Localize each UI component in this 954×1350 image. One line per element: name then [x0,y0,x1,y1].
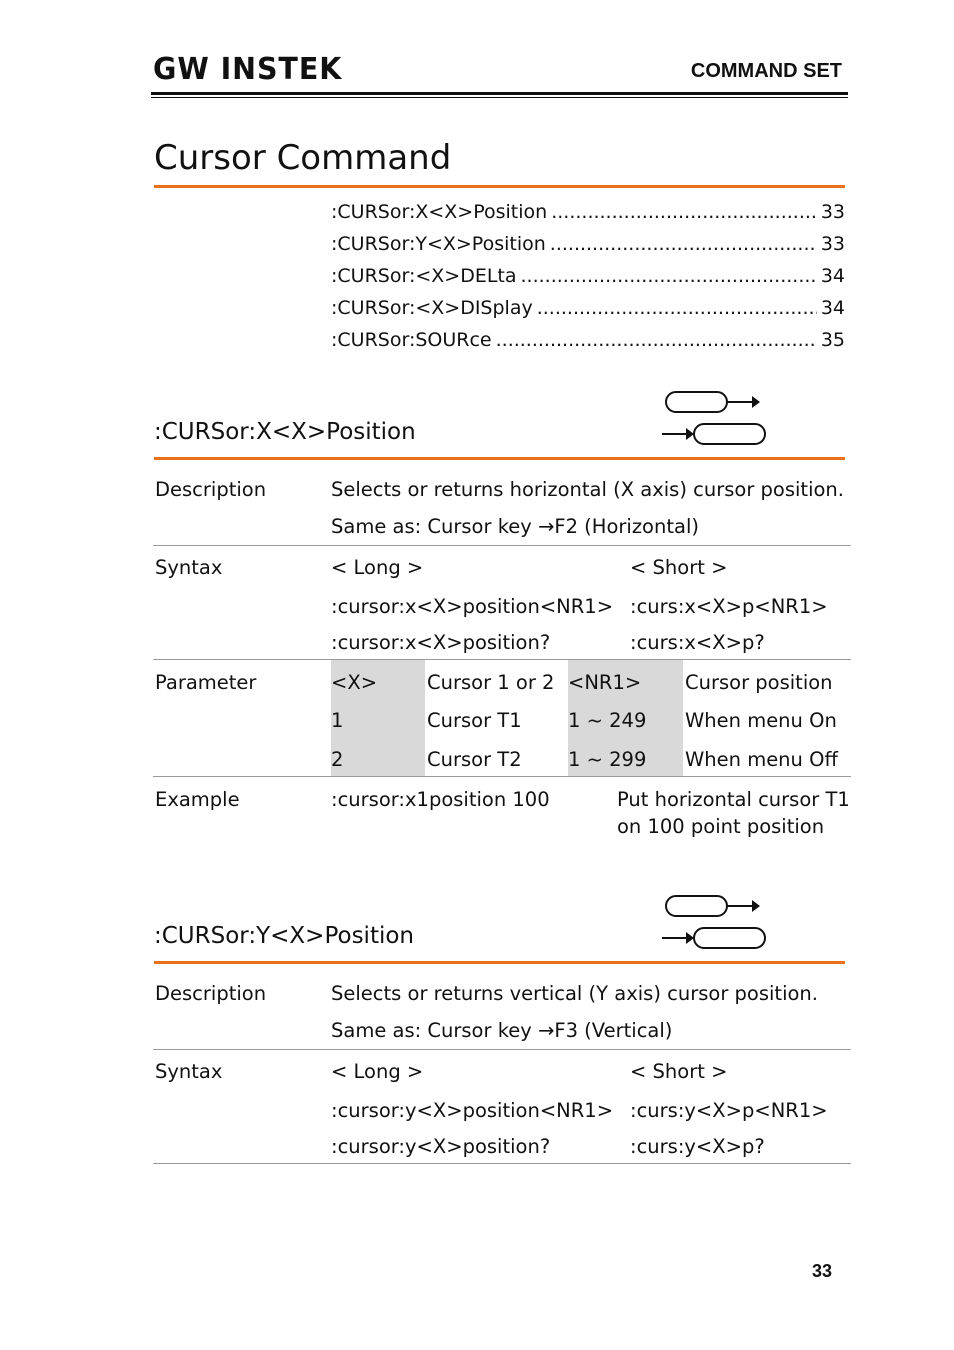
section-title-y-position: :CURSor:Y<X>Position [154,923,414,949]
toc-entry-label: :CURSor:SOURce [331,329,492,351]
syntax-long-query: :cursor:y<X>position? [331,1135,551,1158]
toc-entry[interactable] [331,297,845,329]
param-cell: <NR1> [568,671,642,694]
section-rule [154,457,845,460]
row-divider [153,1163,851,1164]
param-cell: When menu Off [685,748,838,771]
syntax-short-set: :curs:y<X>p<NR1> [630,1099,828,1122]
row-divider [153,545,851,546]
syntax-short-query: :curs:x<X>p? [630,631,765,654]
syntax-label: Syntax [155,1060,223,1083]
example-description: Put horizontal cursor T1 [617,788,850,811]
param-cell: 1 ~ 249 [568,709,647,732]
parameter-label: Parameter [155,671,257,694]
param-cell: <X> [331,671,378,694]
description-text: Selects or returns vertical (Y axis) cursor position. [331,982,818,1005]
row-divider [153,659,851,660]
toc-leader [550,233,817,255]
set-query-icon [660,388,770,450]
description-same-as: Same as: Cursor key →F2 (Horizontal) [331,515,699,538]
toc-leader [521,265,817,287]
toc-entry[interactable] [331,201,845,233]
syntax-long-header: < Long > [331,556,424,579]
syntax-long-query: :cursor:x<X>position? [331,631,551,654]
page-number: 33 [812,1261,833,1281]
syntax-long-header: < Long > [331,1060,424,1083]
row-divider [153,776,851,777]
set-query-icon [660,892,770,954]
example-label: Example [155,788,240,811]
toc-entry-label: :CURSor:X<X>Position [331,201,548,223]
toc-entry-page: 34 [820,297,845,319]
param-cell: Cursor T1 [427,709,522,732]
gw-instek-logo: GW INSTEK [153,52,343,87]
toc-entry[interactable] [331,265,845,297]
syntax-long-set: :cursor:y<X>position<NR1> [331,1099,614,1122]
param-cell: Cursor position [685,671,833,694]
syntax-short-set: :curs:x<X>p<NR1> [630,595,828,618]
section-title-x-position: :CURSor:X<X>Position [154,419,416,445]
syntax-short-header: < Short > [630,556,728,579]
toc-entry-page: 33 [820,201,845,223]
toc-entry-page: 33 [820,233,845,255]
section-label: COMMAND SET [690,60,842,82]
toc-entry[interactable] [331,233,845,265]
header-rule-thin [151,97,848,98]
page-title: Cursor Command [154,138,452,178]
example-description-cont: on 100 point position [617,815,825,838]
description-label: Description [155,478,267,501]
row-divider [153,1049,851,1050]
description-label: Description [155,982,267,1005]
toc-entry-label: :CURSor:<X>DELta [331,265,517,287]
example-command: :cursor:x1position 100 [331,788,550,811]
toc-entry-label: :CURSor:Y<X>Position [331,233,546,255]
param-cell: 1 [331,709,344,732]
param-cell: 2 [331,748,344,771]
description-same-as: Same as: Cursor key →F3 (Vertical) [331,1019,673,1042]
toc-leader [551,201,817,223]
header-rule [151,92,848,95]
toc-entry[interactable] [331,329,845,361]
syntax-long-set: :cursor:x<X>position<NR1> [331,595,614,618]
toc-leader [537,297,817,319]
toc-entry-label: :CURSor:<X>DISplay [331,297,533,319]
param-cell: Cursor 1 or 2 [427,671,555,694]
section-rule [154,961,845,964]
toc-entry-page: 34 [820,265,845,287]
param-cell: 1 ~ 299 [568,748,647,771]
param-cell: Cursor T2 [427,748,522,771]
syntax-label: Syntax [155,556,223,579]
toc-entry-page: 35 [820,329,845,351]
param-cell: When menu On [685,709,837,732]
description-text: Selects or returns horizontal (X axis) cursor position. [331,478,844,501]
table-of-contents [331,201,845,361]
syntax-short-header: < Short > [630,1060,728,1083]
toc-leader [496,329,817,351]
title-rule [154,185,845,188]
syntax-short-query: :curs:y<X>p? [630,1135,765,1158]
